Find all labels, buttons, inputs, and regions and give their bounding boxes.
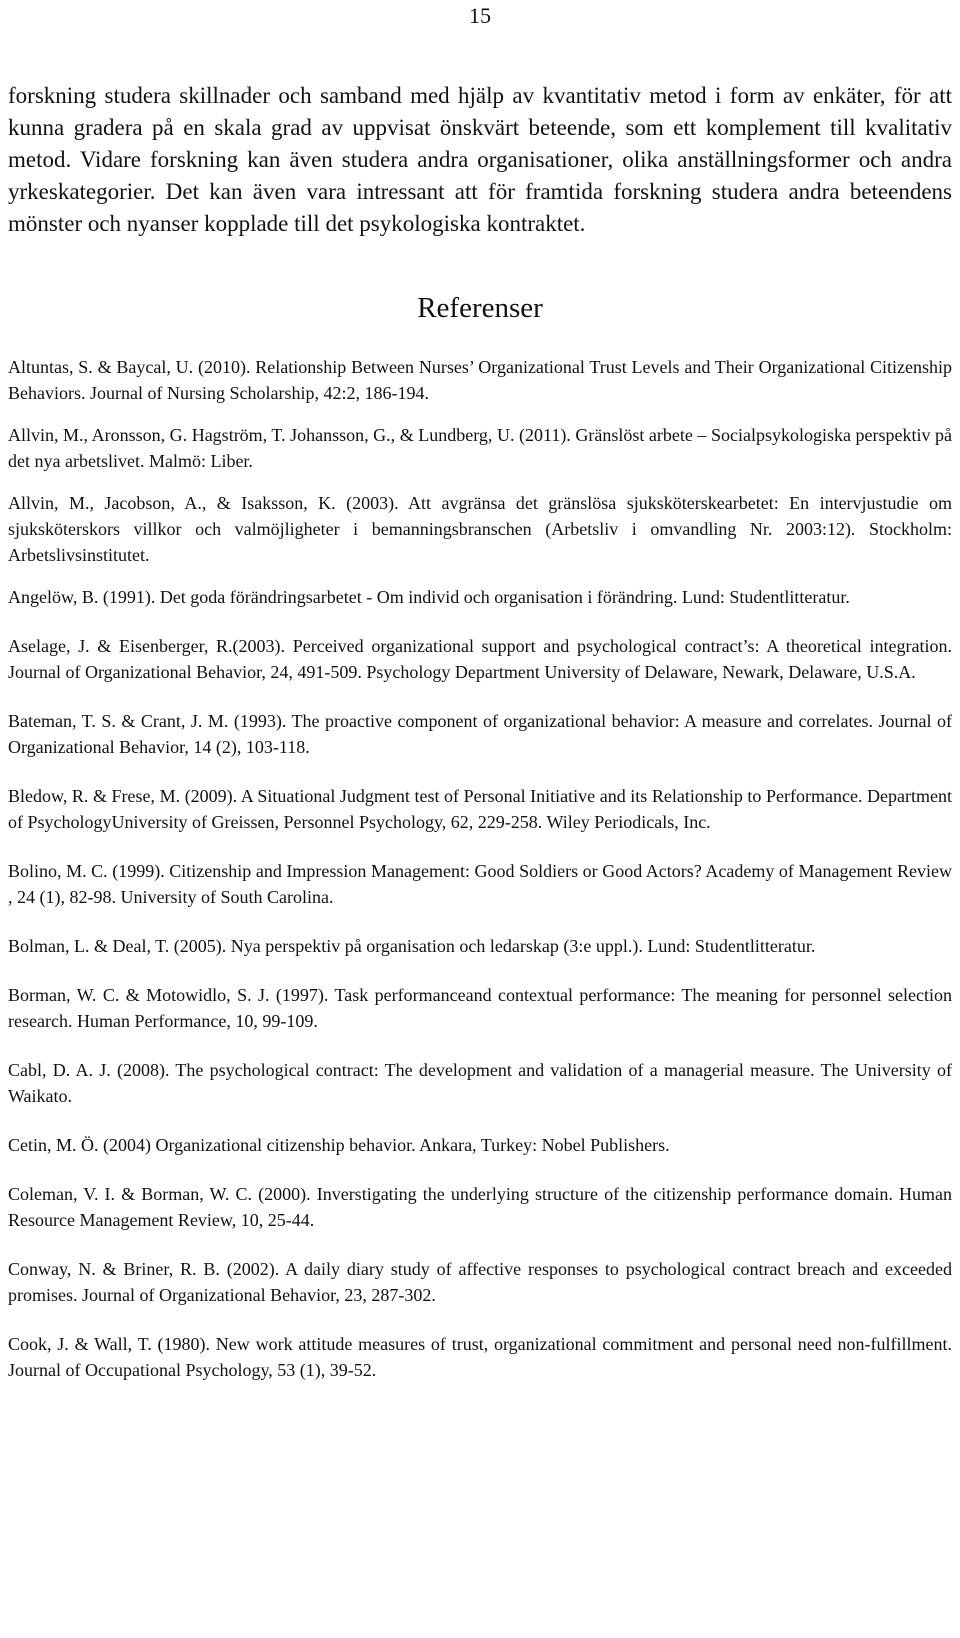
reference-item: Altuntas, S. & Baycal, U. (2010). Relationship Between Nurses’ Organizational Trust Levels and Their Organizational Citizenship Behaviors. Journal of Nursing Scholarship, 42:2, 186-194. [8,357,952,403]
reference-item: Cabl, D. A. J. (2008). The psychological contract: The development and validation of a managerial measure. The University of Waikato. [8,1060,952,1106]
page-number: 15 [469,3,491,28]
reference-item: Borman, W. C. & Motowidlo, S. J. (1997). Task performanceand contextual performance: The meaning for personnel selection research. Human Performance, 10, 99-109. [8,985,952,1031]
reference-item: Coleman, V. I. & Borman, W. C. (2000). Inverstigating the underlying structure of the citizenship performance domain. Human Resource Management Review, 10, 25-44. [8,1184,952,1230]
reference-item: Bolino, M. C. (1999). Citizenship and Impression Management: Good Soldiers or Good Actors? Academy of Management Review , 24 (1), 82-98. University of South Carolina. [8,861,952,907]
section-heading-referenser: Referenser [417,292,543,324]
reference-item: Aselage, J. & Eisenberger, R.(2003). Perceived organizational support and psychological contract’s: A theoretical integration. Journal of Organizational Behavior, 24, 491-509. Psychology Department University of Delaware, Newark, Delaware, U.S.A. [8,636,952,682]
reference-item: Conway, N. & Briner, R. B. (2002). A daily diary study of affective responses to psychological contract breach and exceeded promises. Journal of Organizational Behavior, 23, 287-302. [8,1259,952,1305]
reference-item: Bolman, L. & Deal, T. (2005). Nya perspektiv på organisation och ledarskap (3:e uppl.). Lund: Studentlitteratur. [8,936,816,956]
reference-item: Allvin, M., Aronsson, G. Hagström, T. Johansson, G., & Lundberg, U. (2011). Gränslöst arbete – Socialpsykologiska perspektiv på det nya arbetslivet. Malmö: Liber. [8,425,952,471]
reference-list [8,354,952,1383]
reference-item: Cook, J. & Wall, T. (1980). New work attitude measures of trust, organizational commitment and personal need non-fulfillment. Journal of Occupational Psychology, 53 (1), 39-52. [8,1334,952,1380]
body-paragraph: forskning studera skillnader och samband med hjälp av kvantitativ metod i form av enkäter, för att kunna gradera på en skala grad av uppvisat önskvärt beteende, som ett komplement till kvalitativ metod. Vidare forskning kan även studera andra organisationer, olika anställningsformer och andra yrkeskategorier. Det kan även vara intressant att för framtida forskning studera andra beteendens mönster och nyanser kopplade till det psykologiska kontraktet. [8,83,952,236]
reference-item: Bledow, R. & Frese, M. (2009). A Situational Judgment test of Personal Initiative and its Relationship to Performance. Department of PsychologyUniversity of Greissen, Personnel Psychology, 62, 229-258. Wiley Periodicals, Inc. [8,786,952,832]
reference-item: Allvin, M., Jacobson, A., & Isaksson, K. (2003). Att avgränsa det gränslösa sjuksköterskearbetet: En intervjustudie om sjuksköterskors villkor och valmöjligheter i bemanningsbranschen (Arbetsliv i omvandling Nr. 2003:12). Stockholm: Arbetslivsinstitutet. [8,493,952,565]
reference-item: Bateman, T. S. & Crant, J. M. (1993). The proactive component of organizational behavior: A measure and correlates. Journal of Organizational Behavior, 14 (2), 103-118. [8,711,952,757]
reference-item: Cetin, M. Ö. (2004) Organizational citizenship behavior. Ankara, Turkey: Nobel Publishers. [8,1135,670,1155]
reference-item: Angelöw, B. (1991). Det goda förändringsarbetet - Om individ och organisation i förändring. Lund: Studentlitteratur. [8,587,850,607]
